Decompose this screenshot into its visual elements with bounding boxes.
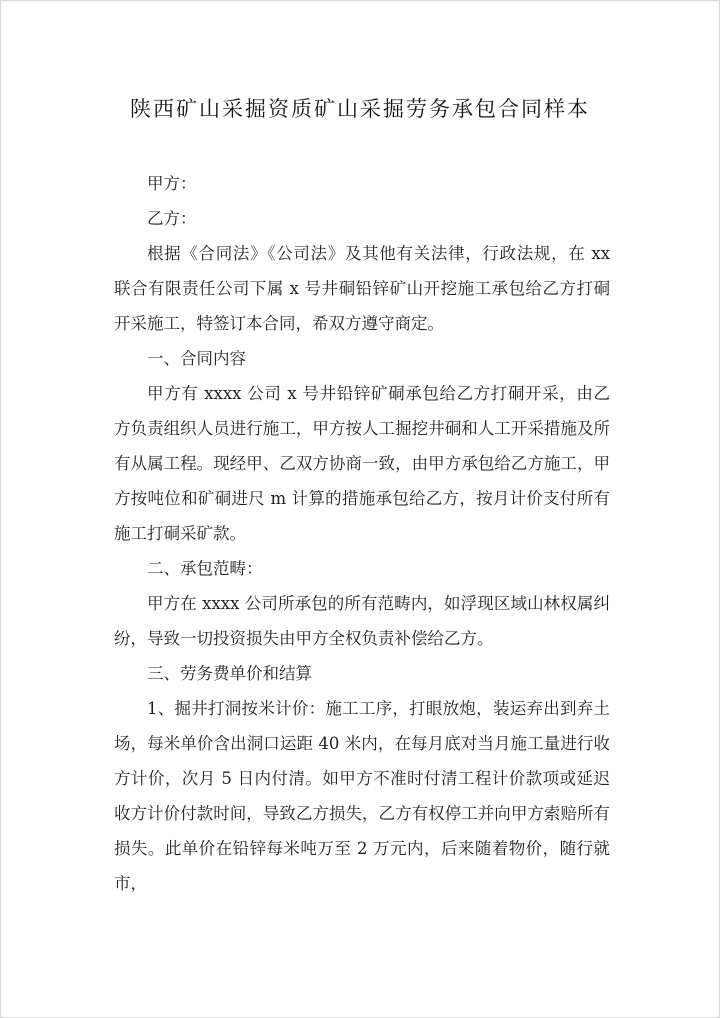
section-1-heading: 一、合同内容 [147,349,246,368]
section-1-paragraph: 甲方有 xxxx 公司 x 号井铅锌矿硐承包给乙方打硐开采，由乙方负责组织人员进行施工，甲方按人工掘挖井硐和人工开采措施及所有从属工程。现经甲、乙双方协商一致，由甲方承包给乙方施工，甲方按吨位和矿硐进尺 m 计算的措施承包给乙方，按月计价支付所有施工打硐采矿款。 [114,384,610,543]
document-title: 陕西矿山采掘资质矿山采掘劳务承包合同样本 [130,97,590,121]
section-2-paragraph: 甲方在 xxxx 公司所承包的所有范畴内，如浮现区域山林权属纠纷，导致一切投资损失由甲方全权负责补偿给乙方。 [114,594,610,648]
party-a-label: 甲方： [147,174,197,193]
document-body [114,166,610,901]
intro-paragraph: 根据《合同法》《公司法》及其他有关法律，行政法规，在 xx 联合有限责任公司下属 x 号井硐铅锌矿山开挖施工承包给乙方打硐开采施工，特签订本合同，希双方遵守商定。 [114,244,610,333]
section-3-heading: 三、劳务费单价和结算 [147,664,312,683]
party-b-label: 乙方： [147,209,197,228]
section-2-heading: 二、承包范畴： [147,559,263,578]
section-3-item-1: 1、掘井打洞按米计价：施工工序，打眼放炮，装运弃出到弃土场，每米单价含出洞口运距 40 米内，在每月底对当月施工量进行收方计价，次月 5 日内付清。如甲方不准时付清工程计价款项或延迟收方计价付款时间，导致乙方损失，乙方有权停工并向甲方索赔所有损失。此单价在铅锌每米吨万至 2 万元内，后来随着物价，随行就市， [114,699,610,893]
